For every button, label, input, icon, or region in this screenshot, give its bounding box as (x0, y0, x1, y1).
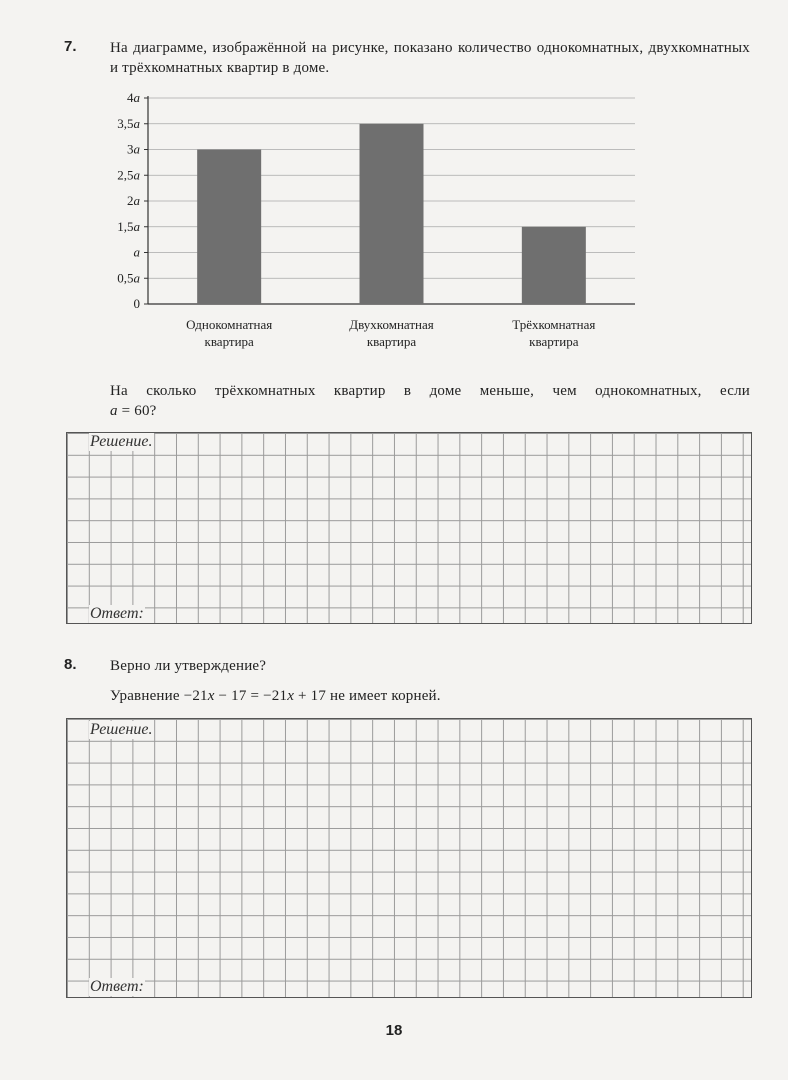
x-tick-label: Однокомнатная (186, 317, 273, 332)
task-7-solution-grid[interactable] (66, 432, 752, 624)
chart-bars (197, 124, 586, 304)
page-number: 18 (385, 1022, 403, 1039)
task-8-number: 8. (64, 656, 77, 673)
task-8-equation (110, 686, 441, 706)
bar (197, 150, 261, 305)
x-tick-label: Двухкомнатная (349, 317, 434, 332)
task-8-solution-grid[interactable] (66, 718, 752, 998)
y-tick-label: 3a (127, 141, 140, 157)
variable-a: a (110, 403, 118, 419)
y-tick-label: 0,5a (117, 270, 140, 286)
variable-x-1: x (207, 688, 215, 704)
equation-prefix: Уравнение −21 (110, 688, 208, 704)
y-tick-label: 1,5a (117, 218, 140, 234)
x-tick-label: Трёхкомнатная (512, 317, 596, 332)
task-8-answer-label: Ответ: (90, 978, 144, 995)
chart-y-tick-labels (117, 90, 140, 311)
variable-x-2: x (287, 688, 295, 704)
bar (522, 227, 586, 304)
equation-middle: − 17 = −21 (214, 688, 288, 704)
task-8-question: Верно ли утверждение? (110, 658, 267, 674)
equation-suffix: + 17 не имеет корней. (294, 688, 441, 704)
task-7-solution-label: Решение. (90, 433, 153, 450)
question-line-2 (110, 403, 157, 419)
task-7-answer-label: Ответ: (90, 605, 144, 622)
y-tick-label: a (133, 244, 140, 260)
task-8-solution-label: Решение. (90, 721, 153, 738)
y-tick-label: 2a (127, 193, 140, 208)
bar-chart (95, 86, 655, 356)
x-tick-label: квартира (204, 334, 254, 349)
chart-x-tick-labels (186, 317, 595, 349)
x-tick-label: квартира (529, 334, 579, 349)
y-tick-label: 0 (133, 296, 140, 311)
task-7-question (110, 381, 750, 421)
x-tick-label: квартира (366, 334, 417, 349)
y-tick-label: 2,5a (117, 167, 140, 183)
y-tick-label: 4a (127, 90, 140, 105)
y-tick-label: 3,5a (117, 115, 140, 131)
question-line-1: На сколько трёхкомнатных квартир в доме меньше, чем однокомнатных, если (110, 383, 750, 399)
question-value: = 60? (117, 403, 157, 419)
task-7-text: На диаграмме, изображённой на рисунке, показано количество однокомнатных, двухкомнатных и трёхкомнатных квартир в доме. (110, 40, 750, 76)
bar (360, 124, 424, 304)
task-7-number: 7. (64, 38, 77, 55)
